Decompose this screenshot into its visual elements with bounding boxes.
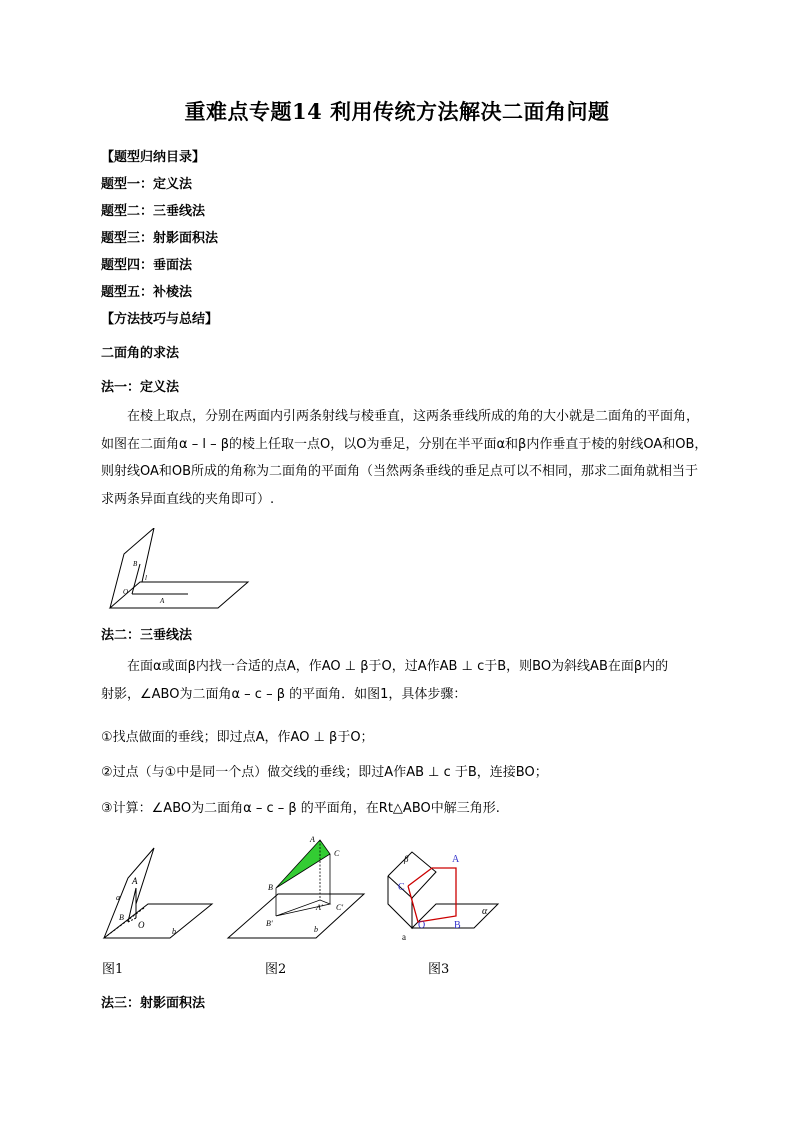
method2-title: 法二：三垂线法 xyxy=(101,628,193,643)
toc-item: 题型三：射影面积法 xyxy=(101,231,219,246)
figure-label: C xyxy=(398,882,405,893)
figure-2 xyxy=(224,832,368,942)
figure-label: a xyxy=(116,893,120,902)
figure-caption: 图2 xyxy=(265,962,287,977)
paragraph-line: 射影，∠ABO为二面角α – c – β 的平面角．如图1，具体步骤： xyxy=(101,686,467,702)
figure-label: B' xyxy=(266,919,273,928)
toc-heading: 【题型归纳目录】 xyxy=(101,150,206,165)
method2-step: ③计算：∠ABO为二面角α – c – β 的平面角，在Rt△ABO中解三角形. xyxy=(101,801,500,816)
figure-label: A xyxy=(310,835,315,844)
figure-1 xyxy=(100,842,216,942)
figure-label: b xyxy=(172,927,176,936)
toc-item: 题型四：垂面法 xyxy=(101,258,193,273)
figure-label: α xyxy=(482,906,488,917)
method1-paragraph xyxy=(101,403,708,513)
figure-label: B xyxy=(454,920,461,931)
paragraph-line: 在棱上取点，分别在两面内引两条射线与棱垂直，这两条垂线所成的角的大小就是二面角的平面角， xyxy=(127,409,700,424)
figure-label: b xyxy=(314,925,318,934)
figure-label: B xyxy=(268,883,273,892)
method2-step: ②过点（与①中是同一个点）做交线的垂线；即过A作AB ⊥ c 于B，连接BO； xyxy=(101,765,548,780)
figure-label: l xyxy=(145,574,147,582)
figure-label: O xyxy=(418,920,426,931)
figure-label: A xyxy=(160,597,165,605)
figure-label: O xyxy=(138,920,145,930)
figure-label: B xyxy=(133,560,138,568)
paragraph-line: 求两条异面直线的夹角即可）. xyxy=(101,491,275,507)
plane-alpha xyxy=(110,582,248,608)
paragraph-line: 如图在二面角α – l – β的棱上任取一点O，以O为垂足，分别在半平面α和β内作垂直于棱的射线OA和OB， xyxy=(101,436,708,452)
method3-title: 法三：射影面积法 xyxy=(101,996,206,1011)
green-triangle xyxy=(276,840,330,888)
ray-ob xyxy=(132,564,140,594)
toc-item: 题型一：定义法 xyxy=(101,177,193,192)
figure-label: C' xyxy=(336,903,344,912)
page-title: 重难点专题14 利用传统方法解决二面角问题 xyxy=(184,99,610,124)
paragraph-line: 在面α或面β内找一合适的点A，作AO ⊥ β于O，过A作AB ⊥ c于B，则BO为斜线AB在面β内的 xyxy=(127,659,669,674)
method2-step: ①找点做面的垂线；即过点A，作AO ⊥ β于O； xyxy=(101,730,374,745)
plane-beta xyxy=(388,852,436,898)
plane-alpha xyxy=(104,848,154,938)
method1-title: 法一：定义法 xyxy=(101,380,180,395)
figure-label: β xyxy=(404,854,409,864)
figure-caption: 图3 xyxy=(428,962,450,977)
plane-beta xyxy=(110,528,154,608)
plane-base xyxy=(228,894,364,938)
figure-label: A' xyxy=(316,903,323,912)
figure-3 xyxy=(384,848,502,948)
toc-item: 题型五：补棱法 xyxy=(101,285,193,300)
dihedral-angle-figure xyxy=(104,528,254,614)
section-title: 二面角的求法 xyxy=(101,346,180,361)
figure-label: B xyxy=(119,913,124,922)
figure-label: O xyxy=(123,588,129,596)
figure-label: C xyxy=(334,849,340,858)
summary-heading: 【方法技巧与总结】 xyxy=(101,312,219,327)
figure-label: a xyxy=(402,932,406,942)
figure-label: A xyxy=(452,854,460,865)
figure-caption: 图1 xyxy=(102,962,124,977)
paragraph-line: 则射线OA和OB所成的角称为二面角的平面角（当然两条垂线的垂足点可以不相同，那求二面角就相当于 xyxy=(101,464,699,479)
method2-paragraph xyxy=(101,653,701,708)
toc-item: 题型二：三垂线法 xyxy=(101,204,206,219)
figure-label: A xyxy=(132,876,138,886)
